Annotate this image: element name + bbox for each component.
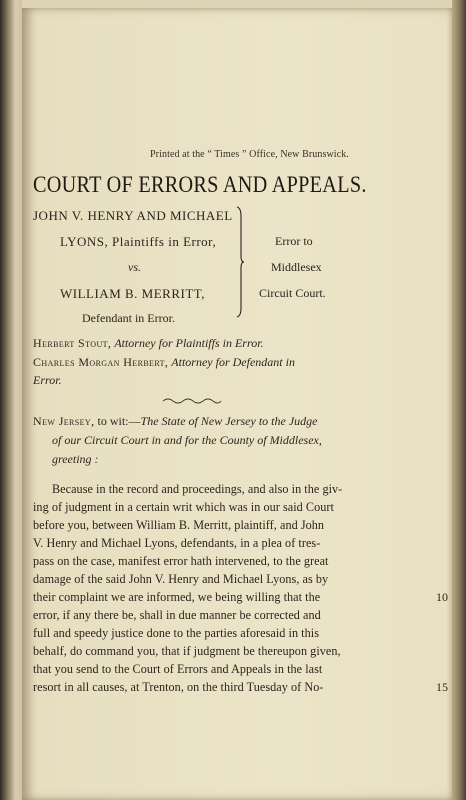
writ-intro-line-2: of our Circuit Court in and for the County of Middlesex, — [52, 433, 322, 447]
body-line-6: damage of the said John V. Henry and Michael Lyons, as by — [33, 572, 329, 586]
writ-lead: New Jersey, — [33, 414, 95, 428]
body-line-9: full and speedy justice done to the parties aforesaid in this — [33, 626, 319, 640]
party-line-4: Defendant in Error. — [82, 311, 175, 325]
county-name: Middlesex — [271, 260, 322, 274]
body-line-4: V. Henry and Michael Lyons, defendants, in a plea of tres- — [33, 536, 321, 550]
body-line-12: resort in all causes, at Trenton, on the third Tuesday of No- — [33, 680, 324, 694]
book-edge — [452, 0, 466, 800]
writ-lead-rest: to wit:— — [94, 414, 141, 428]
versus: vs. — [128, 260, 141, 274]
body-line-2: ing of judgment in a certain writ which was in our said Court — [33, 500, 334, 514]
court-name: Circuit Court. — [259, 286, 326, 300]
defendant-attorney — [33, 355, 295, 370]
body-line-10: behalf, do command you, that if judgment be thereupon given, — [33, 644, 341, 658]
defendant-attorney-role: Attorney for Defendant in — [171, 355, 295, 369]
body-line-7: their complaint we are informed, we being willing that the — [33, 590, 321, 604]
writ-intro-line-1 — [33, 414, 317, 429]
margin-line-number-10: 10 — [436, 590, 448, 604]
brace-divider — [236, 206, 244, 318]
body-line-8: error, if any there be, shall in due manner be corrected and — [33, 608, 321, 622]
margin-line-number-15: 15 — [436, 680, 448, 694]
writ-intro-line-3: greeting : — [52, 452, 99, 466]
defendant-attorney-name: Charles Morgan Herbert, — [33, 355, 169, 369]
plaintiff-attorney — [33, 336, 264, 351]
party-line-1: JOHN V. HENRY AND MICHAEL — [33, 208, 233, 223]
writ-line-1: The State of New Jersey to the Judge — [140, 414, 318, 428]
ornament-divider — [162, 396, 222, 406]
court-title: COURT OF ERRORS AND APPEALS. — [33, 172, 367, 197]
body-line-5: pass on the case, manifest error hath intervened, to the great — [33, 554, 329, 568]
body-line-1: Because in the record and proceedings, and also in the giv- — [52, 482, 343, 496]
body-line-3: before you, between William B. Merritt, plaintiff, and John — [33, 518, 325, 532]
party-line-3: WILLIAM B. MERRITT, — [60, 286, 206, 301]
body-line-11: that you send to the Court of Errors and Appeals in the last — [33, 662, 323, 676]
defendant-attorney-role-cont: Error. — [33, 373, 62, 387]
previous-page-edge — [0, 0, 22, 800]
party-line-2: LYONS, Plaintiffs in Error, — [60, 234, 217, 249]
error-to: Error to — [275, 234, 313, 248]
printer-note: Printed at the “ Times ” Office, New Brunswick. — [150, 149, 349, 160]
plaintiff-attorney-name: Herbert Stout, — [33, 336, 112, 350]
plaintiff-attorney-role: Attorney for Plaintiffs in Error. — [114, 336, 264, 350]
